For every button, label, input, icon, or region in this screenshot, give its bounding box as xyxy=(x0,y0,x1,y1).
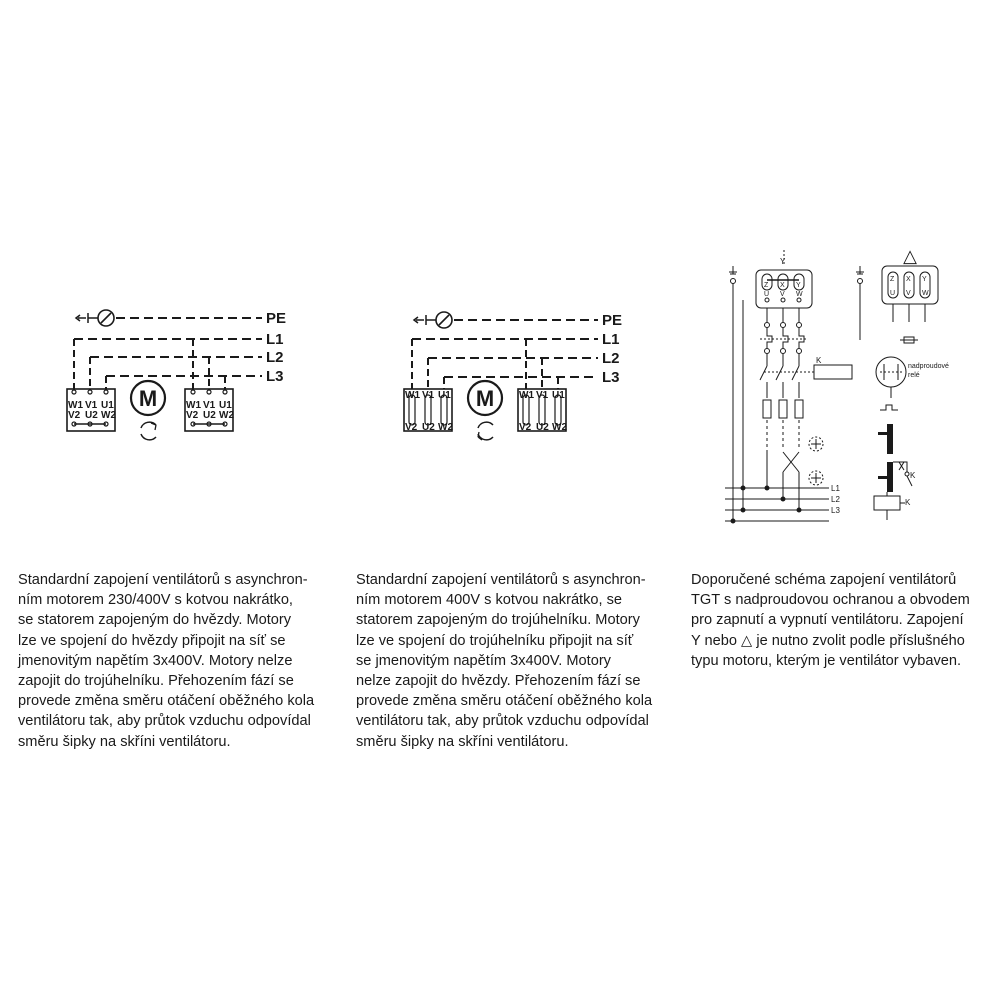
terminal-label: U2 xyxy=(85,410,98,421)
terminal-label: W1 xyxy=(186,400,201,411)
diagram-delta-connection xyxy=(404,312,598,440)
caption-line: statorem zapojeným do trojúhelníku. Motory xyxy=(356,612,640,629)
terminal-label: U2 xyxy=(203,410,216,421)
caption-line: se statorem zapojeným do hvězdy. Motory xyxy=(18,612,292,629)
caption-line: pro zapnutí a vypnutí ventilátoru. Zapojení xyxy=(691,612,964,629)
bus-label-l1: L1 xyxy=(266,331,284,348)
bus-label-l3: L3 xyxy=(602,369,620,386)
caption-line: lze ve spojení do hvězdy připojit na síť se xyxy=(18,632,286,649)
terminal-label: V1 xyxy=(85,400,98,411)
fan-rotation-icon xyxy=(809,437,823,451)
line-label-l3: L3 xyxy=(831,506,840,515)
terminal-label: U1 xyxy=(219,400,232,411)
terminal-label: W2 xyxy=(552,422,567,433)
earth-icon xyxy=(729,266,737,284)
caption-line: ním motorem 230/400V s kotvou nakrátko, xyxy=(18,592,293,609)
caption-line: Standardní zapojení ventilátorů s asynchron- xyxy=(18,572,308,588)
bus-label-pe: PE xyxy=(266,310,287,327)
terminal-label: V xyxy=(906,290,911,297)
caption-line: se jmenovitým napětím 3x400V. Motory xyxy=(356,652,611,669)
line-label-l2: L2 xyxy=(831,495,840,504)
bus-label-l2: L2 xyxy=(266,349,284,366)
caption-line: nelze zapojit do hvězdy. Přehozením fází se xyxy=(356,673,641,690)
terminal-label: W xyxy=(922,290,929,297)
terminal-label: V2 xyxy=(68,410,81,421)
terminal-label: Z xyxy=(890,276,895,283)
caption-line: ventilátoru tak, aby průtok vzduchu odpovídal xyxy=(18,713,311,730)
coil-label: K xyxy=(905,498,911,507)
contactor-label: K xyxy=(816,356,822,365)
fan-rotation-icon xyxy=(809,471,823,485)
caption-line: provede změna směru otáčení oběžného kola xyxy=(18,693,315,710)
terminal-label: W1 xyxy=(519,390,534,401)
bus-label-l3: L3 xyxy=(266,368,284,385)
terminal-label: Y xyxy=(796,282,801,289)
caption-line: lze ve spojení do trojúhelníku připojit na síť xyxy=(356,632,634,649)
terminal-label: U1 xyxy=(438,390,451,401)
terminal-label: W xyxy=(796,291,803,298)
terminal-label: W2 xyxy=(438,422,453,433)
terminal-label: U xyxy=(764,291,770,298)
diagram3-labels xyxy=(764,246,949,515)
relay-label: relé xyxy=(908,372,920,379)
terminal-label: W1 xyxy=(68,400,83,411)
terminal-label: V1 xyxy=(536,390,549,401)
terminal-label: V xyxy=(780,291,785,298)
terminal-label: U1 xyxy=(552,390,565,401)
relay-label: nadproudové xyxy=(908,363,949,370)
terminal-label: U2 xyxy=(536,422,549,433)
terminal-label: W2 xyxy=(101,410,116,421)
line-label-l1: L1 xyxy=(831,484,840,493)
caption-line: směru šipky na skříni ventilátoru. xyxy=(356,733,569,750)
caption-line: Doporučené schéma zapojení ventilátorů xyxy=(691,572,957,588)
terminal-label: U1 xyxy=(101,400,114,411)
bus-label-l2: L2 xyxy=(602,350,620,367)
caption-star-connection xyxy=(18,570,318,752)
control-k-label: K xyxy=(910,471,916,480)
bus-label-pe: PE xyxy=(602,312,623,329)
caption-line: zapojit do trojúhelníku. Přehozením fází se xyxy=(18,673,294,690)
caption-line: směru šipky na skříni ventilátoru. xyxy=(18,733,231,750)
terminal-label: Z xyxy=(764,282,769,289)
star-symbol: Y xyxy=(780,257,786,266)
caption-line: Y nebo △ je nutno zvolit podle příslušného xyxy=(691,632,965,649)
caption-line: ním motorem 400V s kotvou nakrátko, se xyxy=(356,592,623,609)
caption-tgt-scheme xyxy=(691,570,996,671)
motor-label: M xyxy=(138,386,158,411)
terminal-label: V1 xyxy=(422,390,435,401)
caption-line: provede změna směru otáčení oběžného kola xyxy=(356,693,653,710)
caption-line: typu motoru, kterým je ventilátor vybaven. xyxy=(691,652,962,669)
caption-line: Standardní zapojení ventilátorů s asynchron- xyxy=(356,572,646,588)
terminal-label: W1 xyxy=(405,390,420,401)
terminal-label: V2 xyxy=(405,422,418,433)
delta-symbol: △ xyxy=(903,246,917,267)
caption-line: TGT s nadproudovou ochranou a obvodem xyxy=(691,592,970,609)
earth-icon xyxy=(856,266,864,284)
caption-delta-connection xyxy=(356,570,666,752)
terminal-label: U xyxy=(890,290,896,297)
caption-line: ventilátoru tak, aby průtok vzduchu odpovídal xyxy=(356,713,649,730)
terminal-label: V2 xyxy=(186,410,199,421)
terminal-label: X xyxy=(780,282,785,289)
terminal-label: V2 xyxy=(519,422,532,433)
bus-label-l1: L1 xyxy=(602,331,620,348)
terminal-label: V1 xyxy=(203,400,216,411)
caption-line: jmenovitým napětím 3x400V. Motory nelze xyxy=(18,652,293,669)
terminal-label: X xyxy=(906,276,911,283)
terminal-label: Y xyxy=(922,276,927,283)
terminal-label: U2 xyxy=(422,422,435,433)
motor-label: M xyxy=(475,386,495,411)
diagram1-labels xyxy=(68,310,286,421)
terminal-label: W2 xyxy=(219,410,234,421)
